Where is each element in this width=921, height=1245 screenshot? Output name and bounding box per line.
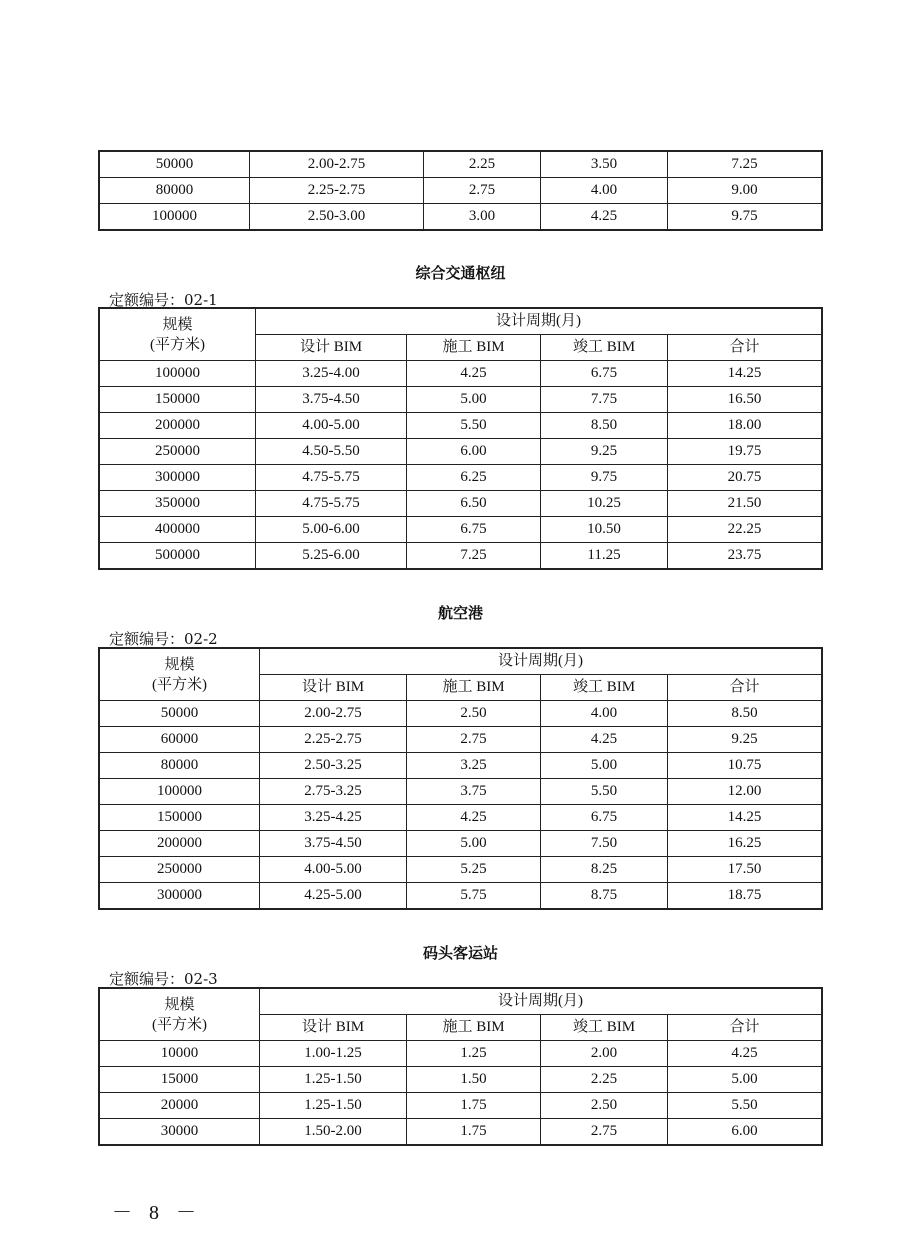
completion-bim-cell: 2.25 bbox=[541, 1067, 668, 1093]
total-cell: 9.75 bbox=[668, 204, 822, 230]
construction-bim-cell: 1.75 bbox=[407, 1119, 541, 1145]
quota-table-02-3 bbox=[99, 988, 822, 1145]
scale-cell: 250000 bbox=[100, 439, 256, 465]
scale-cell: 250000 bbox=[100, 857, 260, 883]
construction-bim-cell: 7.25 bbox=[407, 543, 541, 569]
design-bim-cell: 4.50-5.50 bbox=[256, 439, 407, 465]
quota-code: 定额编号：02-1 bbox=[109, 291, 218, 309]
table-row bbox=[100, 805, 822, 831]
construction-bim-cell: 4.25 bbox=[407, 805, 541, 831]
total-cell: 17.50 bbox=[668, 857, 822, 883]
design-bim-cell: 4.25-5.00 bbox=[260, 883, 407, 909]
total-header: 合计 bbox=[668, 335, 822, 361]
scale-cell: 200000 bbox=[100, 831, 260, 857]
completion-bim-cell: 10.50 bbox=[541, 517, 668, 543]
design-bim-cell: 4.75-5.75 bbox=[256, 491, 407, 517]
section-title: 综合交通枢纽 bbox=[415, 264, 506, 282]
table-row bbox=[100, 857, 822, 883]
design-bim-cell: 1.25-1.50 bbox=[260, 1093, 407, 1119]
table-row bbox=[100, 727, 822, 753]
design-bim-cell: 2.50-3.00 bbox=[250, 204, 424, 230]
scale-cell: 20000 bbox=[100, 1093, 260, 1119]
design-bim-cell: 2.25-2.75 bbox=[260, 727, 407, 753]
design-bim-cell: 2.50-3.25 bbox=[260, 753, 407, 779]
completion-bim-cell: 4.00 bbox=[541, 178, 668, 204]
page-number: － 8 － bbox=[112, 1202, 202, 1224]
quota-table-02-1 bbox=[99, 308, 822, 569]
period-header: 设计周期(月) bbox=[256, 309, 822, 335]
table-row bbox=[100, 204, 822, 230]
quota-table-02-2 bbox=[99, 648, 822, 909]
construction-bim-cell: 6.75 bbox=[407, 517, 541, 543]
construction-bim-cell: 3.00 bbox=[424, 204, 541, 230]
completion-bim-cell: 3.50 bbox=[541, 152, 668, 178]
scale-cell: 50000 bbox=[100, 152, 250, 178]
construction-bim-cell: 5.00 bbox=[407, 387, 541, 413]
construction-bim-header: 施工 BIM bbox=[407, 675, 541, 701]
completion-bim-cell: 2.75 bbox=[541, 1119, 668, 1145]
total-cell: 10.75 bbox=[668, 753, 822, 779]
total-cell: 16.25 bbox=[668, 831, 822, 857]
table-row bbox=[100, 361, 822, 387]
completion-bim-cell: 4.25 bbox=[541, 204, 668, 230]
total-cell: 9.25 bbox=[668, 727, 822, 753]
table-row bbox=[100, 1041, 822, 1067]
scale-cell: 100000 bbox=[100, 779, 260, 805]
scale-cell: 350000 bbox=[100, 491, 256, 517]
table-row bbox=[100, 439, 822, 465]
completion-bim-cell: 5.50 bbox=[541, 779, 668, 805]
construction-bim-header: 施工 BIM bbox=[407, 1015, 541, 1041]
completion-bim-cell: 6.75 bbox=[541, 805, 668, 831]
scale-cell: 300000 bbox=[100, 883, 260, 909]
design-bim-cell: 3.25-4.00 bbox=[256, 361, 407, 387]
scale-cell: 80000 bbox=[100, 753, 260, 779]
table-row bbox=[100, 517, 822, 543]
table-row bbox=[100, 152, 822, 178]
completion-bim-cell: 6.75 bbox=[541, 361, 668, 387]
total-cell: 14.25 bbox=[668, 361, 822, 387]
total-cell: 20.75 bbox=[668, 465, 822, 491]
table-row bbox=[100, 831, 822, 857]
total-cell: 4.25 bbox=[668, 1041, 822, 1067]
completion-bim-cell: 7.75 bbox=[541, 387, 668, 413]
quota-code: 定额编号：02-3 bbox=[109, 970, 218, 988]
total-cell: 21.50 bbox=[668, 491, 822, 517]
design-bim-cell: 4.00-5.00 bbox=[256, 413, 407, 439]
table-row bbox=[100, 753, 822, 779]
total-cell: 22.25 bbox=[668, 517, 822, 543]
quota-code: 定额编号：02-2 bbox=[109, 630, 218, 648]
construction-bim-cell: 1.50 bbox=[407, 1067, 541, 1093]
design-bim-header: 设计 BIM bbox=[260, 675, 407, 701]
total-cell: 18.75 bbox=[668, 883, 822, 909]
scale-cell: 60000 bbox=[100, 727, 260, 753]
table-row bbox=[100, 1067, 822, 1093]
completion-bim-cell: 2.00 bbox=[541, 1041, 668, 1067]
design-bim-cell: 3.25-4.25 bbox=[260, 805, 407, 831]
completion-bim-cell: 9.25 bbox=[541, 439, 668, 465]
scale-cell: 100000 bbox=[100, 361, 256, 387]
construction-bim-cell: 4.25 bbox=[407, 361, 541, 387]
table-row bbox=[100, 387, 822, 413]
total-cell: 8.50 bbox=[668, 701, 822, 727]
total-cell: 14.25 bbox=[668, 805, 822, 831]
completion-bim-cell: 5.00 bbox=[541, 753, 668, 779]
completion-bim-cell: 4.25 bbox=[541, 727, 668, 753]
construction-bim-cell: 2.75 bbox=[424, 178, 541, 204]
design-bim-cell: 2.00-2.75 bbox=[260, 701, 407, 727]
scale-cell: 200000 bbox=[100, 413, 256, 439]
completion-bim-cell: 4.00 bbox=[541, 701, 668, 727]
scale-cell: 100000 bbox=[100, 204, 250, 230]
construction-bim-cell: 5.25 bbox=[407, 857, 541, 883]
construction-bim-cell: 1.75 bbox=[407, 1093, 541, 1119]
design-bim-cell: 3.75-4.50 bbox=[256, 387, 407, 413]
scale-cell: 80000 bbox=[100, 178, 250, 204]
table-row bbox=[100, 1093, 822, 1119]
completion-bim-cell: 2.50 bbox=[541, 1093, 668, 1119]
design-bim-cell: 2.00-2.75 bbox=[250, 152, 424, 178]
construction-bim-cell: 5.00 bbox=[407, 831, 541, 857]
completion-bim-cell: 11.25 bbox=[541, 543, 668, 569]
design-bim-cell: 5.00-6.00 bbox=[256, 517, 407, 543]
table-row bbox=[100, 543, 822, 569]
scale-header: 规模 (平方米) bbox=[100, 309, 256, 361]
design-bim-header: 设计 BIM bbox=[256, 335, 407, 361]
design-bim-cell: 1.00-1.25 bbox=[260, 1041, 407, 1067]
completion-bim-cell: 10.25 bbox=[541, 491, 668, 517]
design-bim-cell: 2.75-3.25 bbox=[260, 779, 407, 805]
scale-cell: 150000 bbox=[100, 387, 256, 413]
total-cell: 16.50 bbox=[668, 387, 822, 413]
design-bim-cell: 5.25-6.00 bbox=[256, 543, 407, 569]
scale-cell: 500000 bbox=[100, 543, 256, 569]
section-title: 码头客运站 bbox=[422, 944, 498, 962]
construction-bim-cell: 5.75 bbox=[407, 883, 541, 909]
total-cell: 19.75 bbox=[668, 439, 822, 465]
table-row bbox=[100, 491, 822, 517]
total-cell: 23.75 bbox=[668, 543, 822, 569]
completion-bim-cell: 8.50 bbox=[541, 413, 668, 439]
design-bim-cell: 3.75-4.50 bbox=[260, 831, 407, 857]
construction-bim-cell: 2.75 bbox=[407, 727, 541, 753]
construction-bim-cell: 3.75 bbox=[407, 779, 541, 805]
design-bim-cell: 4.00-5.00 bbox=[260, 857, 407, 883]
total-cell: 18.00 bbox=[668, 413, 822, 439]
completion-bim-cell: 8.75 bbox=[541, 883, 668, 909]
design-bim-cell: 1.50-2.00 bbox=[260, 1119, 407, 1145]
total-cell: 5.00 bbox=[668, 1067, 822, 1093]
scale-cell: 50000 bbox=[100, 701, 260, 727]
construction-bim-cell: 2.25 bbox=[424, 152, 541, 178]
period-header: 设计周期(月) bbox=[260, 649, 822, 675]
construction-bim-cell: 6.00 bbox=[407, 439, 541, 465]
construction-bim-cell: 5.50 bbox=[407, 413, 541, 439]
period-header: 设计周期(月) bbox=[260, 989, 822, 1015]
design-bim-header: 设计 BIM bbox=[260, 1015, 407, 1041]
scale-header: 规模 (平方米) bbox=[100, 989, 260, 1041]
scale-header: 规模 (平方米) bbox=[100, 649, 260, 701]
scale-cell: 30000 bbox=[100, 1119, 260, 1145]
construction-bim-header: 施工 BIM bbox=[407, 335, 541, 361]
scale-cell: 15000 bbox=[100, 1067, 260, 1093]
construction-bim-cell: 1.25 bbox=[407, 1041, 541, 1067]
construction-bim-cell: 2.50 bbox=[407, 701, 541, 727]
total-cell: 7.25 bbox=[668, 152, 822, 178]
continued-table bbox=[99, 151, 822, 230]
table-row bbox=[100, 883, 822, 909]
completion-bim-header: 竣工 BIM bbox=[541, 335, 668, 361]
total-header: 合计 bbox=[668, 675, 822, 701]
completion-bim-header: 竣工 BIM bbox=[541, 1015, 668, 1041]
total-cell: 6.00 bbox=[668, 1119, 822, 1145]
construction-bim-cell: 3.25 bbox=[407, 753, 541, 779]
total-header: 合计 bbox=[668, 1015, 822, 1041]
total-cell: 5.50 bbox=[668, 1093, 822, 1119]
section-title: 航空港 bbox=[437, 604, 483, 622]
design-bim-cell: 4.75-5.75 bbox=[256, 465, 407, 491]
table-row bbox=[100, 413, 822, 439]
scale-cell: 150000 bbox=[100, 805, 260, 831]
construction-bim-cell: 6.50 bbox=[407, 491, 541, 517]
table-row bbox=[100, 701, 822, 727]
scale-cell: 400000 bbox=[100, 517, 256, 543]
scale-cell: 300000 bbox=[100, 465, 256, 491]
completion-bim-cell: 7.50 bbox=[541, 831, 668, 857]
table-row bbox=[100, 465, 822, 491]
design-bim-cell: 1.25-1.50 bbox=[260, 1067, 407, 1093]
completion-bim-header: 竣工 BIM bbox=[541, 675, 668, 701]
table-row bbox=[100, 779, 822, 805]
construction-bim-cell: 6.25 bbox=[407, 465, 541, 491]
scale-cell: 10000 bbox=[100, 1041, 260, 1067]
design-bim-cell: 2.25-2.75 bbox=[250, 178, 424, 204]
completion-bim-cell: 9.75 bbox=[541, 465, 668, 491]
table-row bbox=[100, 178, 822, 204]
table-row bbox=[100, 1119, 822, 1145]
total-cell: 9.00 bbox=[668, 178, 822, 204]
total-cell: 12.00 bbox=[668, 779, 822, 805]
completion-bim-cell: 8.25 bbox=[541, 857, 668, 883]
